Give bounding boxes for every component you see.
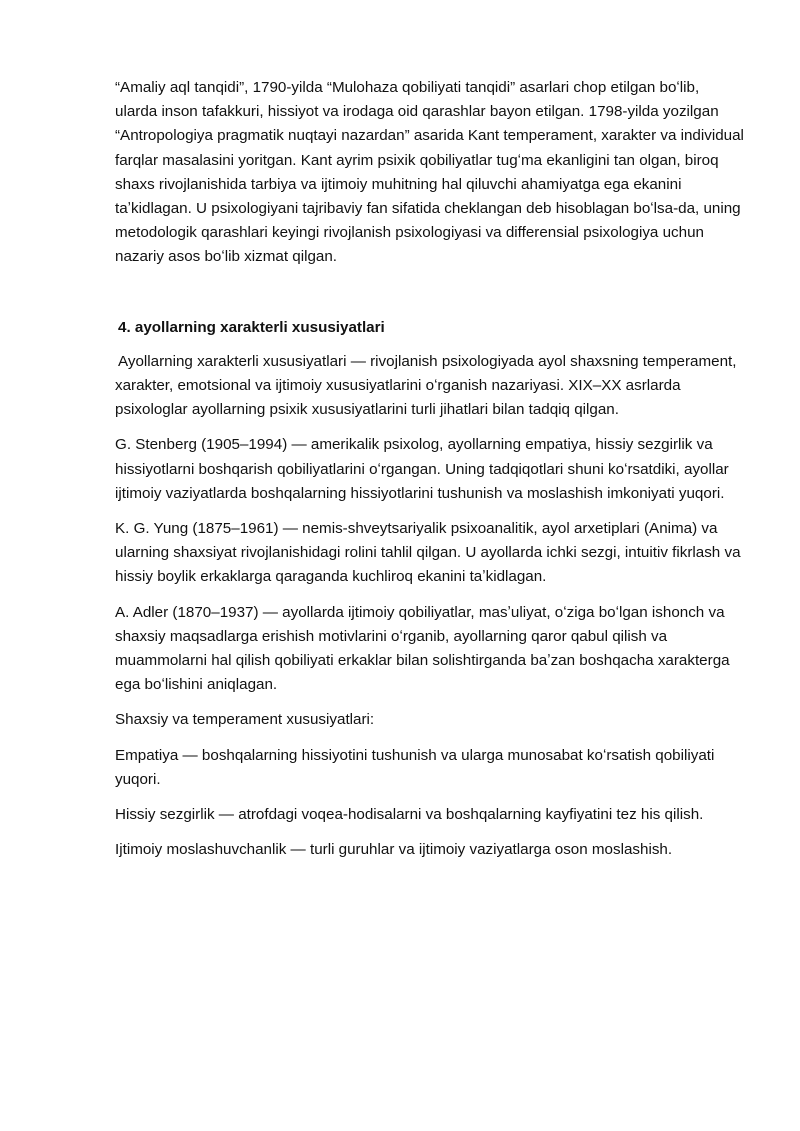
paragraph-definition: Ayollarning xarakterli xususiyatlari — rivojlanish psixologiyada ayol shaxsning temperament, xarakter, emotsional va ijtimoiy xususiyatlarini oʻrganish nazariyasi. XIX–XX asrlarda psixologlar ayollarning psixik xususiyatlarini turli jihatlari bilan tadqiq qilgan. [115, 352, 737, 419]
paragraph-sensitivity: Hissiy sezgirlik — atrofdagi voqea-hodisalarni va boshqalarning kayfiyatini tez his qilish. [115, 806, 704, 824]
paragraph-adler: A. Adler (1870–1937) — ayollarda ijtimoiy qobiliyatlar, masʼuliyat, oʻziga boʻlgan ishonch va shaxsiy maqsadlarga erishish motivlarini oʻrganib, ayollarning qaror qabul qilish va muammolarni hal qilish qobiliyati erkaklar bilan solishtirganda baʼzan boshqacha xarakterga ega boʻlishini aniqlagan. [115, 603, 730, 694]
paragraph-yung: K. G. Yung (1875–1961) — nemis-shveytsariyalik psixoanalitik, ayol arxetiplari (Anima) va ularning shaxsiyat rivojlanishidagi rolini tahlil qilgan. U ayollarda ichki sezgi, intuitiv fikrlash va hissiy boylik erkaklarga qaraganda kuchliroq ekanini taʼkidlagan. [115, 520, 741, 586]
section-heading: 4. ayollarning xarakterli xususiyatlari [118, 318, 385, 336]
paragraph-adaptability: Ijtimoiy moslashuvchanlik — turli guruhlar va ijtimoiy vaziyatlarga oson moslashish. [115, 841, 673, 859]
page-content [115, 76, 745, 873]
paragraph-traits-heading: Shaxsiy va temperament xususiyatlari: [115, 711, 375, 729]
paragraph-stenberg: G. Stenberg (1905–1994) — amerikalik psixolog, ayollarning empatiya, hissiy sezgirlik va hissiyotlarni boshqarish qobiliyatlarini oʻrgangan. Uning tadqiqotlari shuni koʻrsatdiki, ayollar ijtimoiy vaziyatlarda boshqalarning hissiyotlarini tushunish va moslashish imkoniyati yuqori. [115, 436, 729, 502]
intro-paragraph: “Amaliy aql tanqidi”, 1790-yilda “Mulohaza qobiliyati tanqidi” asarlari chop etilgan boʻlib, ularda inson tafakkuri, hissiyot va irodaga oid qarashlar bayon etilgan. 1798-yilda yozilgan “Antropologiya pragmatik nuqtayi nazardan” asarida Kant temperament, xarakter va individual farqlar masalasini yoritgan. Kant ayrim psixik qobiliyatlar tugʻma ekanligini tan olgan, biroq shaxs rivojlanishida tarbiya va ijtimoiy muhitning hal qiluvchi ahamiyatga ega ekanini taʼkidlagan. U psixologiyani tajribaviy fan sifatida cheklangan deb hisoblagan boʻlsa-da, uning metodologik qarashlari keyingi rivojlanish psixologiyasi va differensial psixologiya uchun nazariy asos boʻlib xizmat qilgan. [115, 79, 744, 266]
paragraph-empathy: Empatiya — boshqalarning hissiyotini tushunish va ularga munosabat koʻrsatish qobiliyati yuqori. [115, 746, 715, 788]
